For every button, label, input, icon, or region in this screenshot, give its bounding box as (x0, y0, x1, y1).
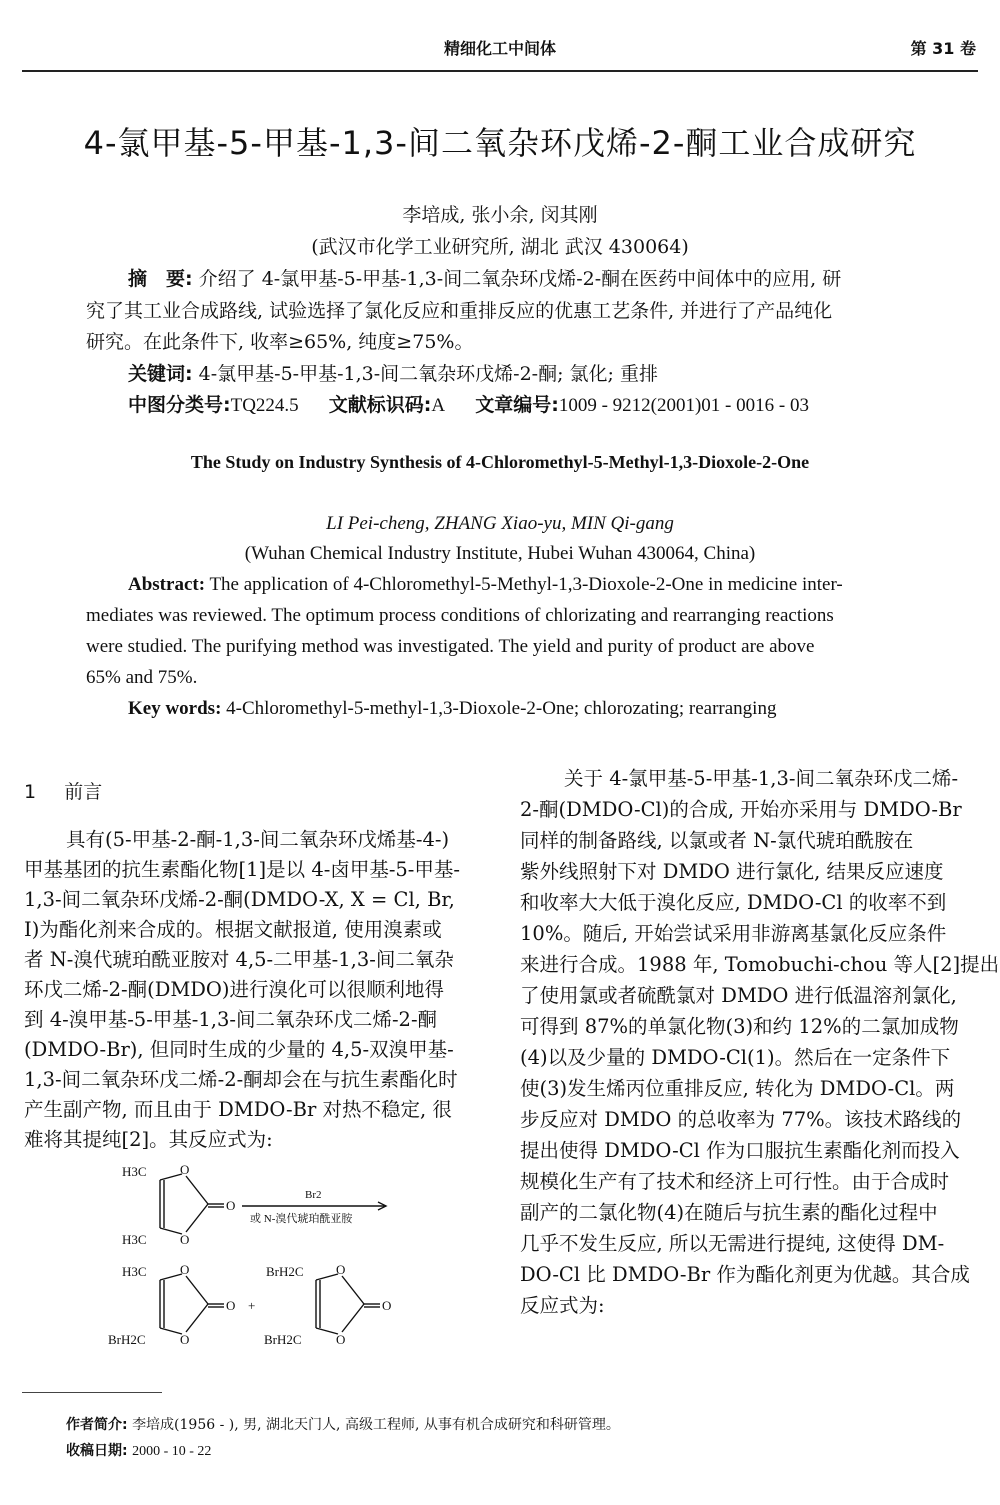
left-col-line-9: 1,3-间二氧杂环戊二烯-2-酮却会在与抗生素酯化时 (24, 1068, 458, 1091)
keywords-cn-text: 4-氯甲基-5-甲基-1,3-间二氧杂环戊烯-2-酮; 氯化; 重排 (198, 363, 658, 385)
paper-title-en: The Study on Industry Synthesis of 4-Chloromethyl-5-Methyl-1,3-Dioxole-2-One (190, 452, 810, 472)
abstract-cn-line-3: 研究。在此条件下, 收率≥65%, 纯度≥75%。 (86, 331, 474, 353)
keywords-en-label: Key words: (128, 698, 222, 719)
received-date-value: 2000 - 10 - 22 (132, 1444, 212, 1459)
abstract-cn-label: 摘 要: (128, 268, 193, 290)
right-col-line-14: 规模化生产有了技术和经济上可行性。由于合成时 (520, 1170, 950, 1193)
left-col-line-2: 甲基基团的抗生素酯化物[1]是以 4-卤甲基-5-甲基- (24, 858, 460, 881)
clc-value: TQ224.5 (230, 395, 299, 416)
abstract-en-label: Abstract: (128, 574, 206, 595)
clc-label: 中图分类号: (128, 394, 231, 416)
doc-code-value: A (431, 395, 446, 416)
abstract-en-text-1: The application of 4-Chloromethyl-5-Methyl-1,3-Dioxole-2-One in medicine inter- (209, 574, 843, 595)
keywords-cn (128, 359, 658, 386)
product2-top-group: BrH2C (266, 1264, 304, 1279)
right-col-line-16: 几乎不发生反应, 所以无需进行提纯, 这使得 DM- (520, 1232, 945, 1255)
author-note-label: 作者简介: (66, 1417, 128, 1433)
paper-title-cn: 4-氯甲基-5-甲基-1,3-间二氧杂环戊烯-2-酮工业合成研究 (83, 124, 917, 162)
right-col-line-8: 了使用氯或者硫酰氯对 DMDO 进行低温溶剂氯化, (520, 984, 957, 1007)
article-no-value: 1009 - 9212(2001)01 - 0016 - 03 (558, 395, 809, 416)
left-col-line-11: 难将其提纯[2]。其反应式为: (24, 1128, 273, 1151)
section-heading (24, 777, 102, 804)
right-col-line-6: 10%。随后, 开始尝试采用非游离基氯化反应条件 (520, 922, 947, 945)
product1-o-top: O (180, 1262, 190, 1277)
left-col-line-5: 者 N-溴代琥珀酰亚胺对 4,5-二甲基-1,3-间二氧杂 (24, 948, 454, 971)
right-col-line-3: 同样的制备路线, 以氯或者 N-氯代琥珀酰胺在 (520, 829, 914, 852)
product2-o-bottom: O (336, 1332, 346, 1347)
reactant-o-top: O (180, 1162, 190, 1177)
right-col-line-10: (4)以及少量的 DMDO-Cl(1)。然后在一定条件下 (520, 1046, 951, 1069)
right-col-line-1: 关于 4-氯甲基-5-甲基-1,3-间二氧杂环戊二烯- (564, 767, 959, 790)
plus-sign: + (248, 1298, 256, 1313)
right-col-line-13: 提出使得 DMDO-Cl 作为口服抗生素酯化剂而投入 (520, 1139, 960, 1162)
classification-line (128, 390, 809, 417)
keywords-en-text: 4-Chloromethyl-5-methyl-1,3-Dioxole-2-One; chlorozating; rearranging (226, 698, 777, 719)
volume-label: 第 31 卷 (910, 39, 976, 58)
right-col-line-11: 使(3)发生烯丙位重排反应, 转化为 DMDO-Cl。两 (520, 1077, 955, 1100)
reagent-top: Br2 (305, 1189, 322, 1201)
authors-cn: 李培成, 张小余, 闵其刚 (402, 204, 598, 226)
right-col-line-2: 2-酮(DMDO-Cl)的合成, 开始亦采用与 DMDO-Br (520, 798, 962, 821)
affiliation-en: (Wuhan Chemical Industry Institute, Hubei Wuhan 430064, China) (244, 543, 756, 564)
left-col-line-3: 1,3-间二氧杂环戊烯-2-酮(DMDO-X, X = Cl, Br, (24, 888, 455, 911)
doc-code-label: 文献标识码: (328, 394, 432, 416)
footnote-rule (22, 1392, 162, 1393)
header-rule (22, 70, 978, 72)
abstract-en-line-1 (128, 574, 843, 596)
product2-o-top: O (336, 1262, 346, 1277)
left-col-line-7: 到 4-溴甲基-5-甲基-1,3-间二氧杂环戊二烯-2-酮 (24, 1008, 438, 1031)
product2-bottom-group: BrH2C (264, 1332, 302, 1347)
journal-name: 精细化工中间体 (443, 39, 556, 58)
reactant-bottom-group: H3C (122, 1232, 147, 1247)
reactant-carbonyl-o: O (226, 1198, 236, 1213)
product1-o-bottom: O (180, 1332, 190, 1347)
reaction-scheme (90, 1158, 410, 1368)
abstract-cn-line-1 (128, 264, 841, 291)
reactant-top-group: H3C (122, 1164, 147, 1179)
received-date (66, 1440, 211, 1460)
left-col-line-8: (DMDO-Br), 但同时生成的少量的 4,5-双溴甲基- (24, 1038, 454, 1061)
product1-carbonyl-o: O (226, 1298, 236, 1313)
left-col-line-1: 具有(5-甲基-2-酮-1,3-间二氧杂环戊烯基-4-) (66, 828, 450, 851)
abstract-cn-text-1: 介绍了 4-氯甲基-5-甲基-1,3-间二氧杂环戊烯-2-酮在医药中间体中的应用, 研 (198, 268, 842, 290)
right-col-line-7: 来进行合成。1988 年, Tomobuchi-chou 等人[2]提出 (520, 953, 1000, 976)
right-col-line-5: 和收率大大低于溴化反应, DMDO-Cl 的收率不到 (520, 891, 947, 914)
reactant-o-bottom: O (180, 1232, 190, 1247)
right-col-line-15: 副产的二氯化物(4)在随后与抗生素的酯化过程中 (520, 1201, 938, 1224)
left-col-line-6: 环戊二烯-2-酮(DMDO)进行溴化可以很顺利地得 (24, 978, 445, 1001)
article-no-label: 文章编号: (475, 394, 559, 416)
left-col-line-10: 产生副产物, 而且由于 DMDO-Br 对热不稳定, 很 (24, 1098, 452, 1121)
abstract-en-line-3: were studied. The purifying method was investigated. The yield and purity of product are above (86, 636, 815, 657)
author-note-text: 李培成(1956 - ), 男, 湖北天门人, 高级工程师, 从事有机合成研究和科研管理。 (132, 1417, 620, 1433)
right-col-line-17: DO-Cl 比 DMDO-Br 作为酯化剂更为优越。其合成 (520, 1263, 970, 1286)
keywords-en (128, 698, 776, 720)
product1-top-group: H3C (122, 1264, 147, 1279)
abstract-en-line-4: 65% and 75%. (86, 667, 198, 688)
authors-en: LI Pei-cheng, ZHANG Xiao-yu, MIN Qi-gang (326, 513, 674, 534)
keywords-cn-label: 关键词: (128, 363, 193, 385)
right-col-line-18: 反应式为: (520, 1294, 605, 1317)
left-col-line-4: I)为酯化剂来合成的。根据文献报道, 使用溴素或 (24, 918, 442, 941)
section-number: 1 (24, 781, 37, 803)
abstract-cn-line-2: 究了其工业合成路线, 试验选择了氯化反应和重排反应的优惠工艺条件, 并进行了产品纯化 (86, 300, 833, 322)
product2-carbonyl-o: O (382, 1298, 392, 1313)
product1-bottom-group: BrH2C (108, 1332, 146, 1347)
reagent-bottom: 或 N-溴代琥珀酰亚胺 (250, 1213, 353, 1225)
abstract-en-line-2: mediates was reviewed. The optimum process conditions of chlorizating and rearranging reactions (86, 605, 834, 626)
author-note (66, 1414, 620, 1434)
right-col-line-12: 步反应对 DMDO 的总收率为 77%。该技术路线的 (520, 1108, 962, 1131)
section-title: 前言 (64, 781, 103, 803)
right-col-line-9: 可得到 87%的单氯化物(3)和约 12%的二氯加成物 (520, 1015, 959, 1038)
received-date-label: 收稿日期: (66, 1443, 128, 1459)
affiliation-cn: (武汉市化学工业研究所, 湖北 武汉 430064) (311, 236, 689, 258)
right-col-line-4: 紫外线照射下对 DMDO 进行氯化, 结果反应速度 (520, 860, 944, 883)
